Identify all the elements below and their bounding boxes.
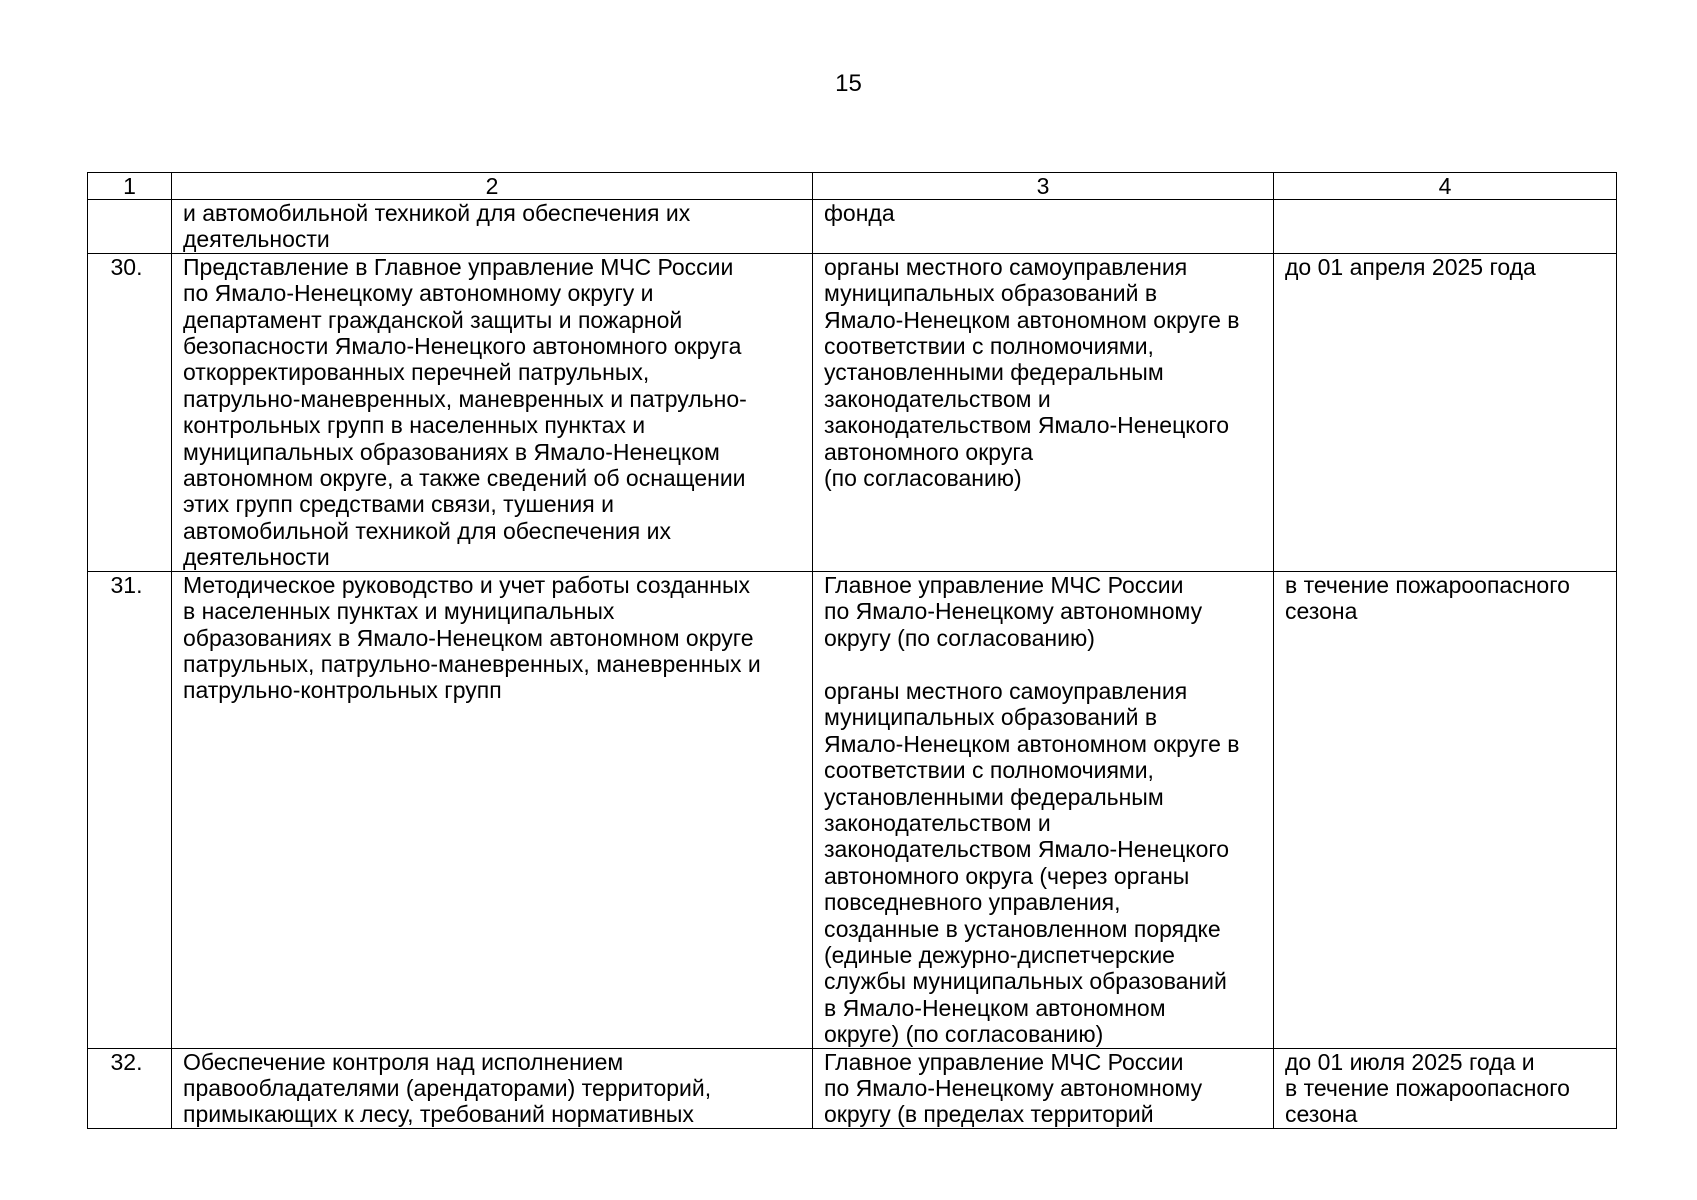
- deadline-line: до 01 апреля 2025 года: [1285, 253, 1536, 280]
- page-number: 15: [835, 70, 862, 97]
- executor-line: установленными федеральным: [824, 783, 1164, 810]
- column-header-3: 3: [813, 173, 1274, 200]
- executor-cell: [813, 200, 1274, 254]
- deadline-cell: [1274, 1048, 1617, 1128]
- task-line: автомобильной техникой для обеспечения их: [183, 517, 671, 544]
- executor-line: автономного округа (через органы: [824, 862, 1190, 889]
- executor-cell: [813, 253, 1274, 571]
- task-line: и автомобильной техникой для обеспечения их: [183, 200, 691, 226]
- task-cell: [172, 253, 813, 571]
- paragraph-gap: [824, 651, 1263, 678]
- executor-line: Ямало-Ненецком автономном округе в: [824, 730, 1240, 757]
- executor-line: автономного округа: [824, 438, 1033, 465]
- executor-line: (по согласованию): [824, 465, 1022, 492]
- row-number: 31.: [88, 571, 172, 1048]
- task-cell: [172, 1048, 813, 1128]
- task-line: патрульно-маневренных, маневренных и патрульно-: [183, 385, 747, 412]
- executor-line: законодательством Ямало-Ненецкого: [824, 412, 1230, 439]
- task-line: Методическое руководство и учет работы созданных: [183, 571, 750, 598]
- table-row: [88, 1048, 1617, 1128]
- executor-line: соответствии с полномочиями,: [824, 333, 1154, 360]
- deadline-line: в течение пожароопасного: [1285, 1075, 1570, 1101]
- header-row: [88, 173, 1617, 200]
- task-line: этих групп средствами связи, тушения и: [183, 491, 614, 518]
- task-cell: [172, 571, 813, 1048]
- task-line: Представление в Главное управление МЧС России: [183, 253, 734, 280]
- task-line: правообладателями (арендаторами) территорий,: [183, 1075, 712, 1101]
- deadline-cell: [1274, 253, 1617, 571]
- executor-line: (единые дежурно-диспетчерские: [824, 941, 1175, 968]
- task-line: автономном округе, а также сведений об оснащении: [183, 465, 746, 492]
- executor-line: органы местного самоуправления: [824, 677, 1188, 704]
- deadline-line: сезона: [1285, 1101, 1358, 1128]
- task-line: муниципальных образованиях в Ямало-Ненецком: [183, 438, 720, 465]
- executor-line: фонда: [824, 200, 895, 226]
- task-cell: [172, 200, 813, 254]
- executor-line: Главное управление МЧС России: [824, 1048, 1184, 1075]
- task-line: контрольных групп в населенных пунктах и: [183, 412, 646, 439]
- deadline-cell: [1274, 200, 1617, 254]
- executor-line: по Ямало-Ненецкому автономному: [824, 598, 1203, 625]
- table-row: [88, 571, 1617, 1048]
- task-line: в населенных пунктах и муниципальных: [183, 598, 615, 625]
- table-row: [88, 200, 1617, 254]
- plan-table: [87, 172, 1617, 1129]
- task-line: по Ямало-Ненецкому автономному округу и: [183, 280, 654, 307]
- task-line: департамент гражданской защиты и пожарной: [183, 306, 683, 333]
- row-number: [88, 200, 172, 254]
- executor-line: службы муниципальных образований: [824, 968, 1227, 995]
- task-line: деятельности: [183, 544, 330, 571]
- deadline-line: до 01 июля 2025 года и: [1285, 1048, 1535, 1075]
- executor-cell: [813, 1048, 1274, 1128]
- executor-line: округу (по согласованию): [824, 624, 1095, 651]
- executor-line: созданные в установленном порядке: [824, 915, 1221, 942]
- row-number: 30.: [88, 253, 172, 571]
- executor-line: законодательством и: [824, 385, 1051, 412]
- executor-line: муниципальных образований в: [824, 280, 1158, 307]
- task-line: откорректированных перечней патрульных,: [183, 359, 650, 386]
- column-header-4: 4: [1274, 173, 1617, 200]
- plan-table-body: [88, 173, 1617, 1129]
- executor-cell: [813, 571, 1274, 1048]
- deadline-cell: [1274, 571, 1617, 1048]
- table-row: [88, 253, 1617, 571]
- executor-line: установленными федеральным: [824, 359, 1164, 386]
- executor-line: органы местного самоуправления: [824, 253, 1188, 280]
- column-header-2: 2: [172, 173, 813, 200]
- executor-line: законодательством Ямало-Ненецкого: [824, 836, 1230, 863]
- executor-line: Главное управление МЧС России: [824, 571, 1184, 598]
- task-line: деятельности: [183, 226, 330, 253]
- task-line: безопасности Ямало-Ненецкого автономного округа: [183, 333, 742, 360]
- executor-line: округу (в пределах территорий: [824, 1101, 1154, 1128]
- executor-line: Ямало-Ненецком автономном округе в: [824, 306, 1240, 333]
- row-number: 32.: [88, 1048, 172, 1128]
- task-line: патрульных, патрульно-маневренных, маневренных и: [183, 650, 761, 677]
- executor-line: повседневного управления,: [824, 889, 1121, 916]
- column-header-1: 1: [88, 173, 172, 200]
- executor-line: законодательством и: [824, 809, 1051, 836]
- deadline-line: в течение пожароопасного: [1285, 571, 1570, 598]
- task-line: патрульно-контрольных групп: [183, 677, 502, 704]
- executor-line: муниципальных образований в: [824, 704, 1158, 731]
- task-line: образованиях в Ямало-Ненецком автономном округе: [183, 624, 754, 651]
- executor-line: в Ямало-Ненецком автономном: [824, 994, 1166, 1021]
- task-line: Обеспечение контроля над исполнением: [183, 1048, 624, 1075]
- deadline-line: сезона: [1285, 598, 1358, 625]
- task-line: примыкающих к лесу, требований нормативных: [183, 1101, 694, 1128]
- executor-line: по Ямало-Ненецкому автономному: [824, 1075, 1203, 1101]
- executor-line: соответствии с полномочиями,: [824, 757, 1154, 784]
- executor-line: округе) (по согласованию): [824, 1021, 1104, 1048]
